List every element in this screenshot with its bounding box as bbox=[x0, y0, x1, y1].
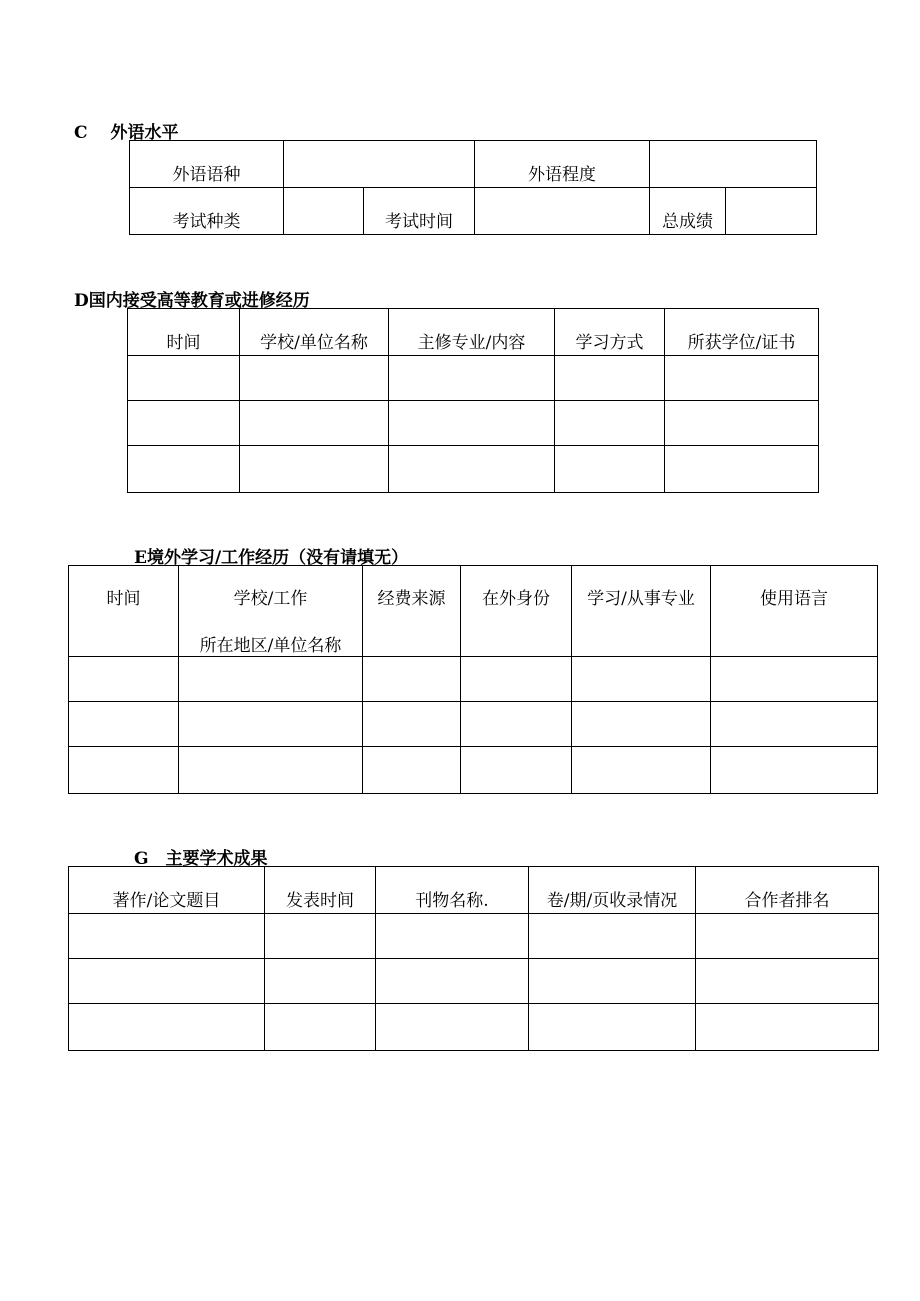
overseas-header-school bbox=[179, 566, 363, 657]
domestic-cell[interactable] bbox=[240, 446, 389, 493]
overseas-cell[interactable] bbox=[69, 657, 179, 702]
domestic-cell[interactable] bbox=[389, 401, 555, 446]
overseas-header-school-line1: 学校/工作 bbox=[233, 589, 308, 609]
overseas-cell[interactable] bbox=[461, 657, 572, 702]
overseas-cell[interactable] bbox=[69, 747, 179, 794]
achievement-header-journal: 刊物名称. bbox=[376, 867, 529, 914]
overseas-cell[interactable] bbox=[711, 747, 878, 794]
overseas-cell[interactable] bbox=[572, 657, 711, 702]
achievement-cell[interactable] bbox=[696, 914, 879, 959]
exam-type-label: 考试种类 bbox=[130, 188, 284, 235]
overseas-cell[interactable] bbox=[179, 702, 363, 747]
overseas-header-major: 学习/从事专业 bbox=[572, 566, 711, 657]
exam-time-label: 考试时间 bbox=[364, 188, 475, 235]
domestic-header-degree: 所获学位/证书 bbox=[665, 309, 819, 356]
domestic-header-school: 学校/单位名称 bbox=[240, 309, 389, 356]
overseas-cell[interactable] bbox=[461, 747, 572, 794]
domestic-cell[interactable] bbox=[555, 401, 665, 446]
achievement-cell[interactable] bbox=[376, 1004, 529, 1051]
section-c-heading: C 外语水平 bbox=[74, 123, 179, 143]
achievement-header-volume: 卷/期/页收录情况 bbox=[529, 867, 696, 914]
overseas-cell[interactable] bbox=[572, 747, 711, 794]
achievement-cell[interactable] bbox=[529, 959, 696, 1004]
foreign-language-level-label: 外语程度 bbox=[475, 141, 650, 188]
foreign-language-type-label: 外语语种 bbox=[130, 141, 284, 188]
overseas-header-funding: 经费来源 bbox=[363, 566, 461, 657]
achievement-header-title: 著作/论文题目 bbox=[69, 867, 265, 914]
achievement-cell[interactable] bbox=[696, 1004, 879, 1051]
domestic-cell[interactable] bbox=[128, 356, 240, 401]
achievement-cell[interactable] bbox=[265, 914, 376, 959]
domestic-cell[interactable] bbox=[240, 401, 389, 446]
achievement-cell[interactable] bbox=[69, 914, 265, 959]
domestic-header-study-mode: 学习方式 bbox=[555, 309, 665, 356]
achievement-cell[interactable] bbox=[529, 914, 696, 959]
achievement-cell[interactable] bbox=[529, 1004, 696, 1051]
domestic-cell[interactable] bbox=[555, 356, 665, 401]
achievement-cell[interactable] bbox=[376, 959, 529, 1004]
overseas-cell[interactable] bbox=[179, 747, 363, 794]
overseas-header-status: 在外身份 bbox=[461, 566, 572, 657]
overseas-header-time: 时间 bbox=[69, 566, 179, 657]
overseas-cell[interactable] bbox=[363, 702, 461, 747]
overseas-cell[interactable] bbox=[69, 702, 179, 747]
academic-achievements-table bbox=[68, 866, 879, 1051]
section-e-heading: E境外学习/工作经历（没有请填无） bbox=[134, 548, 409, 568]
overseas-cell[interactable] bbox=[461, 702, 572, 747]
domestic-cell[interactable] bbox=[665, 446, 819, 493]
domestic-header-time: 时间 bbox=[128, 309, 240, 356]
exam-time-field[interactable] bbox=[475, 188, 650, 235]
overseas-cell[interactable] bbox=[363, 657, 461, 702]
overseas-cell[interactable] bbox=[179, 657, 363, 702]
domestic-header-major: 主修专业/内容 bbox=[389, 309, 555, 356]
domestic-cell[interactable] bbox=[665, 356, 819, 401]
section-d-heading: D国内接受高等教育或进修经历 bbox=[74, 291, 310, 311]
domestic-cell[interactable] bbox=[389, 356, 555, 401]
overseas-cell[interactable] bbox=[363, 747, 461, 794]
domestic-cell[interactable] bbox=[128, 446, 240, 493]
achievement-cell[interactable] bbox=[69, 1004, 265, 1051]
achievement-cell[interactable] bbox=[696, 959, 879, 1004]
foreign-language-type-field[interactable] bbox=[284, 141, 475, 188]
overseas-cell[interactable] bbox=[711, 657, 878, 702]
overseas-header-language: 使用语言 bbox=[711, 566, 878, 657]
domestic-cell[interactable] bbox=[389, 446, 555, 493]
overseas-header-school-line2: 所在地区/单位名称 bbox=[199, 636, 342, 656]
overseas-cell[interactable] bbox=[572, 702, 711, 747]
achievement-header-coauthor-rank: 合作者排名 bbox=[696, 867, 879, 914]
exam-type-field[interactable] bbox=[284, 188, 364, 235]
achievement-cell[interactable] bbox=[376, 914, 529, 959]
achievement-cell[interactable] bbox=[265, 1004, 376, 1051]
domestic-cell[interactable] bbox=[128, 401, 240, 446]
foreign-language-level-field[interactable] bbox=[650, 141, 817, 188]
total-score-label: 总成绩 bbox=[650, 188, 726, 235]
achievement-cell[interactable] bbox=[69, 959, 265, 1004]
total-score-field[interactable] bbox=[726, 188, 817, 235]
domestic-education-table bbox=[127, 308, 819, 493]
overseas-experience-table bbox=[68, 565, 878, 794]
domestic-cell[interactable] bbox=[240, 356, 389, 401]
foreign-language-table bbox=[129, 140, 817, 235]
domestic-cell[interactable] bbox=[665, 401, 819, 446]
overseas-cell[interactable] bbox=[711, 702, 878, 747]
achievement-cell[interactable] bbox=[265, 959, 376, 1004]
domestic-cell[interactable] bbox=[555, 446, 665, 493]
achievement-header-date: 发表时间 bbox=[265, 867, 376, 914]
section-g-heading: G 主要学术成果 bbox=[134, 849, 268, 869]
